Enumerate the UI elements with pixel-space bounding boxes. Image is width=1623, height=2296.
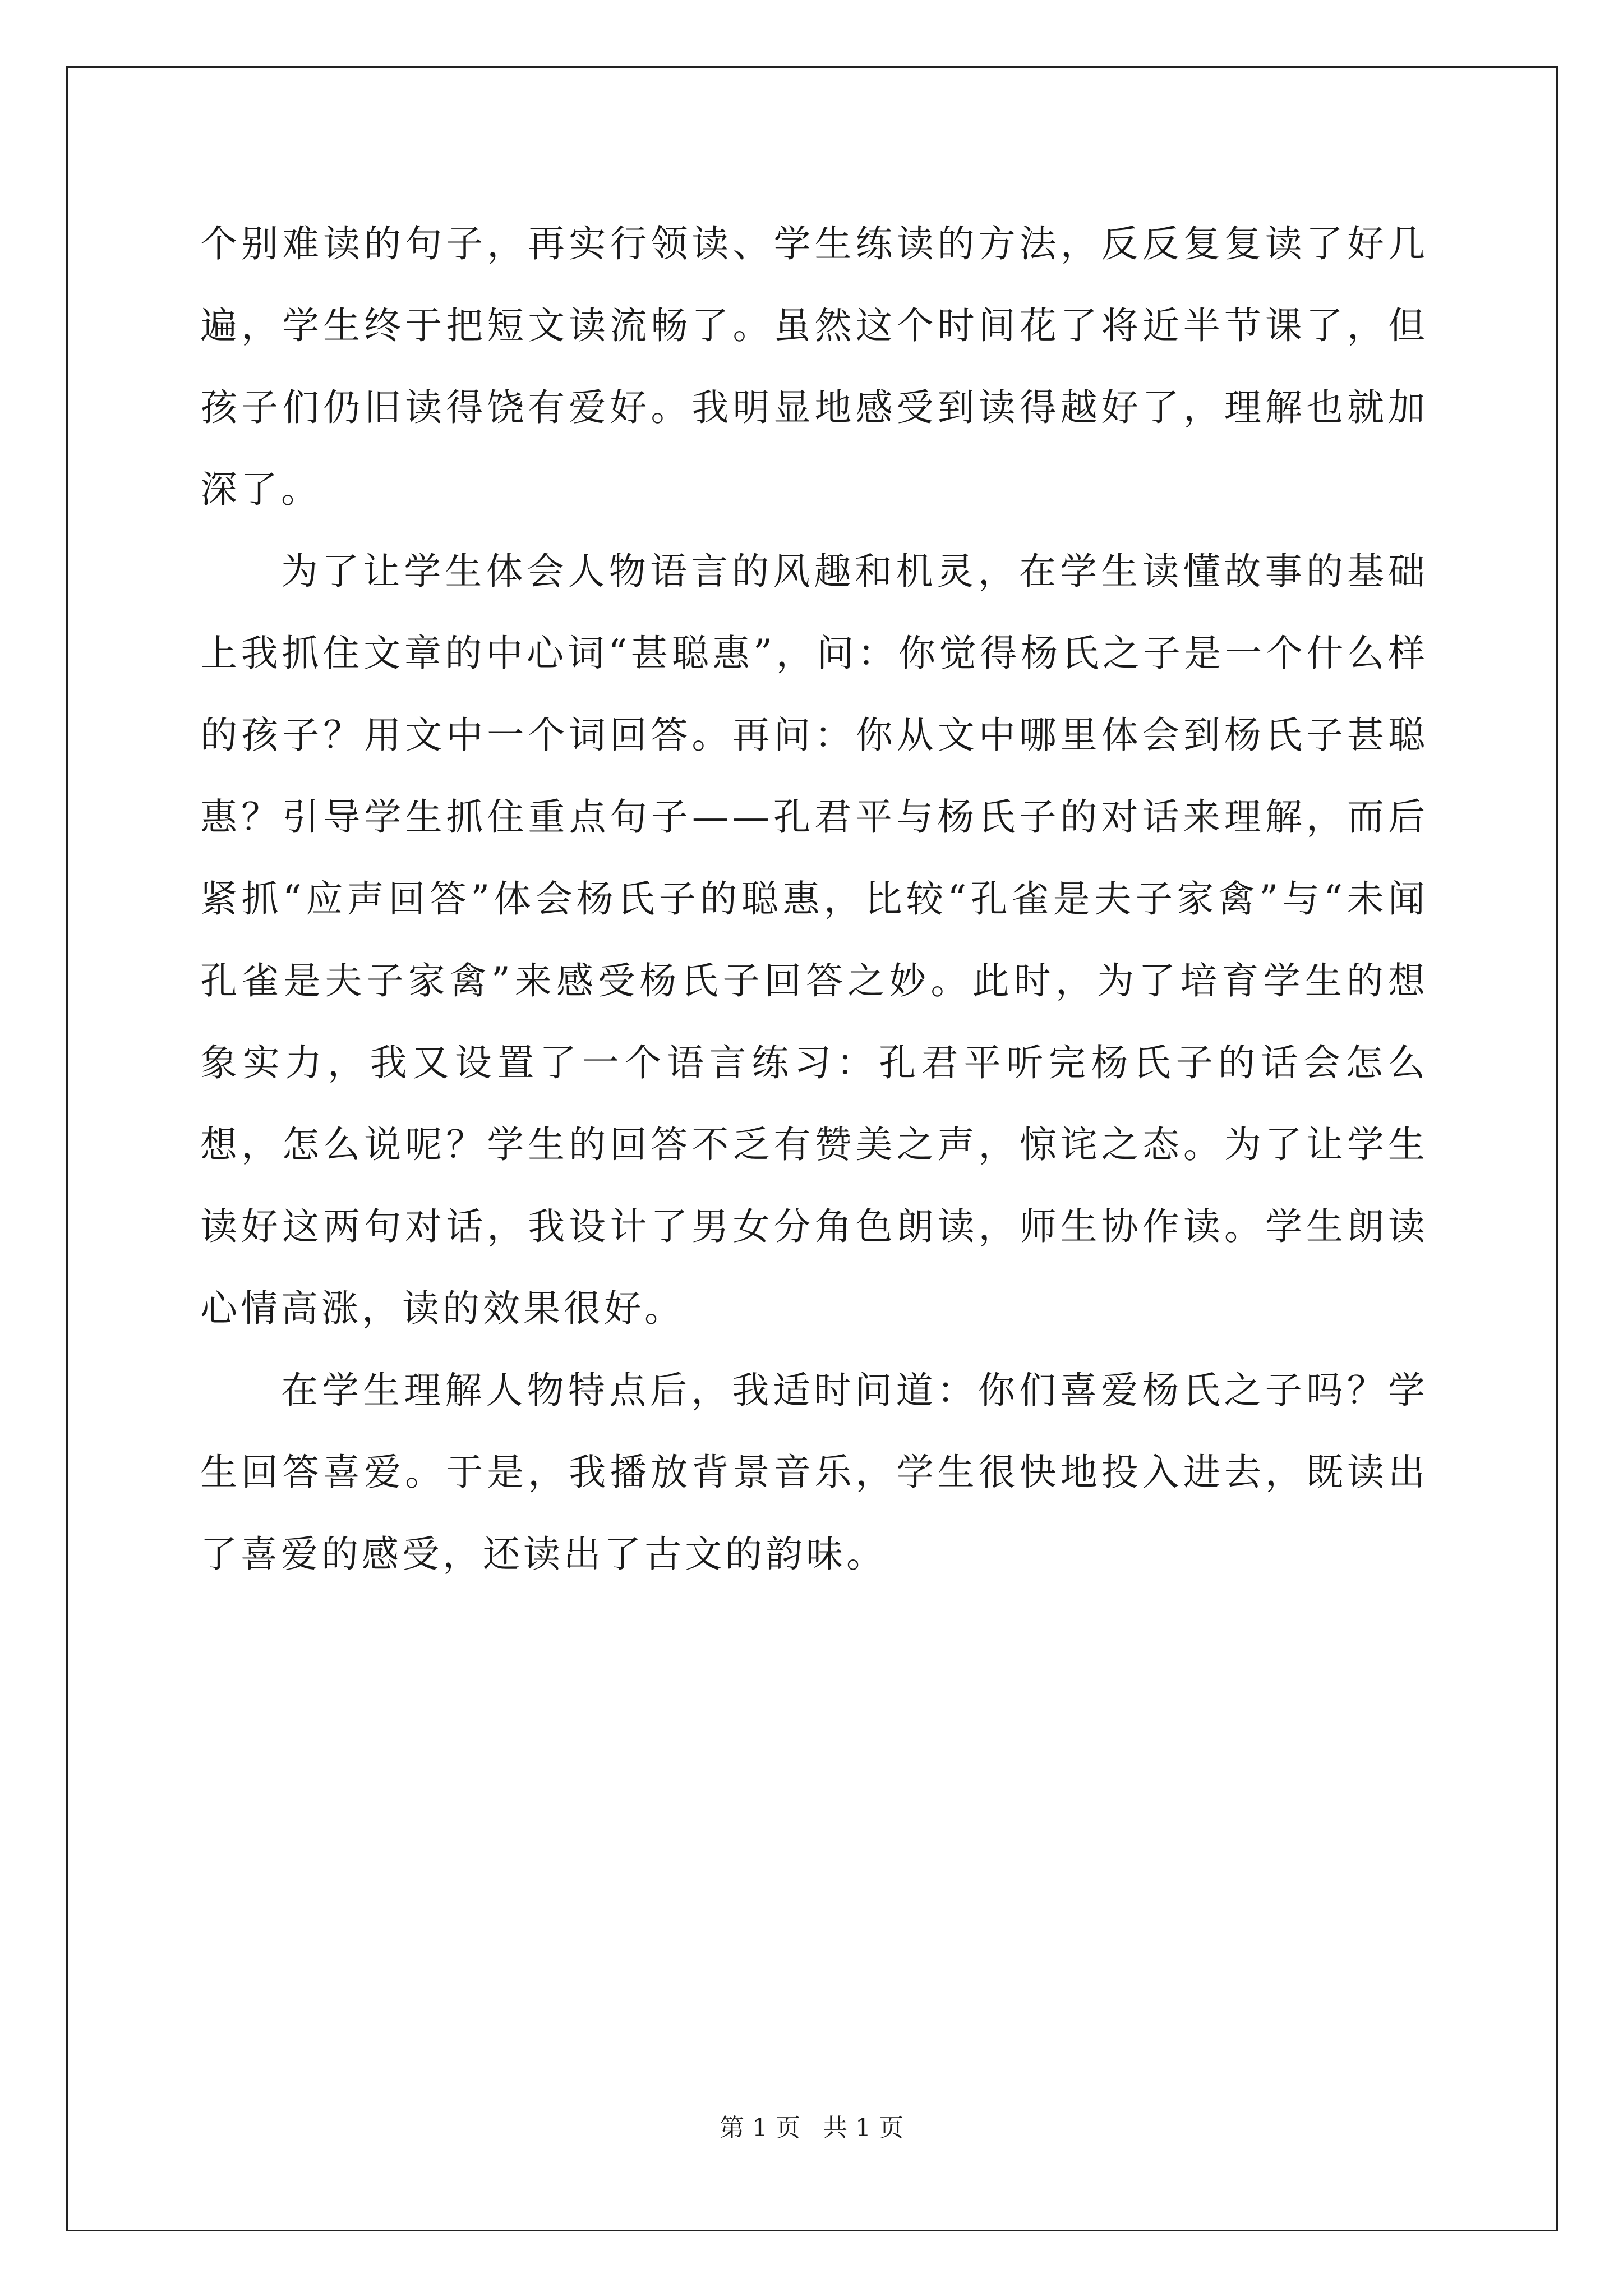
paragraph-yangshi-dialogue: 为了让学生体会人物语言的风趣和机灵，在学生读懂故事的基础上我抓住文章的中心词“甚聪惠”，问：你觉得杨氏之子是一个什么样的孩子？用文中一个词回答。再问：你从文中哪里体会到杨氏子甚聪惠？引导学生抓住重点句子——孔君平与杨氏子的对话来理解，而后紧抓“应声回答”体会杨氏子的聪惠，比较“孔雀是夫子家禽”与“未闻孔雀是夫子家禽”来感受杨氏子回答之妙。此时，为了培育学生的想象实力，我又设置了一个语言练习：孔君平听完杨氏子的话会怎么想，怎么说呢？学生的回答不乏有赞美之声，惊诧之态。为了让学生读好这两句对话，我设计了男女分角色朗读，师生协作读。学生朗读心情高涨，读的效果很好。 (200, 550, 1428, 1330)
page-total: 共 1 页 (823, 2114, 903, 2142)
document-body (200, 203, 1428, 1595)
page-number: 第 1 页 (720, 2114, 800, 2142)
paragraph-reading-with-music: 在学生理解人物特点后，我适时问道：你们喜爱杨氏之子吗？学生回答喜爱。于是，我播放背景音乐，学生很快地投入进去，既读出了喜爱的感受，还读出了古文的韵味。 (200, 1369, 1428, 1576)
paragraph-continued: 个别难读的句子，再实行领读、学生练读的方法，反反复复读了好几遍，学生终于把短文读流畅了。虽然这个时间花了将近半节课了，但孩子们仍旧读得饶有爱好。我明显地感受到读得越好了，理解也就加深了。 (200, 222, 1428, 511)
page-footer (0, 2108, 1623, 2143)
